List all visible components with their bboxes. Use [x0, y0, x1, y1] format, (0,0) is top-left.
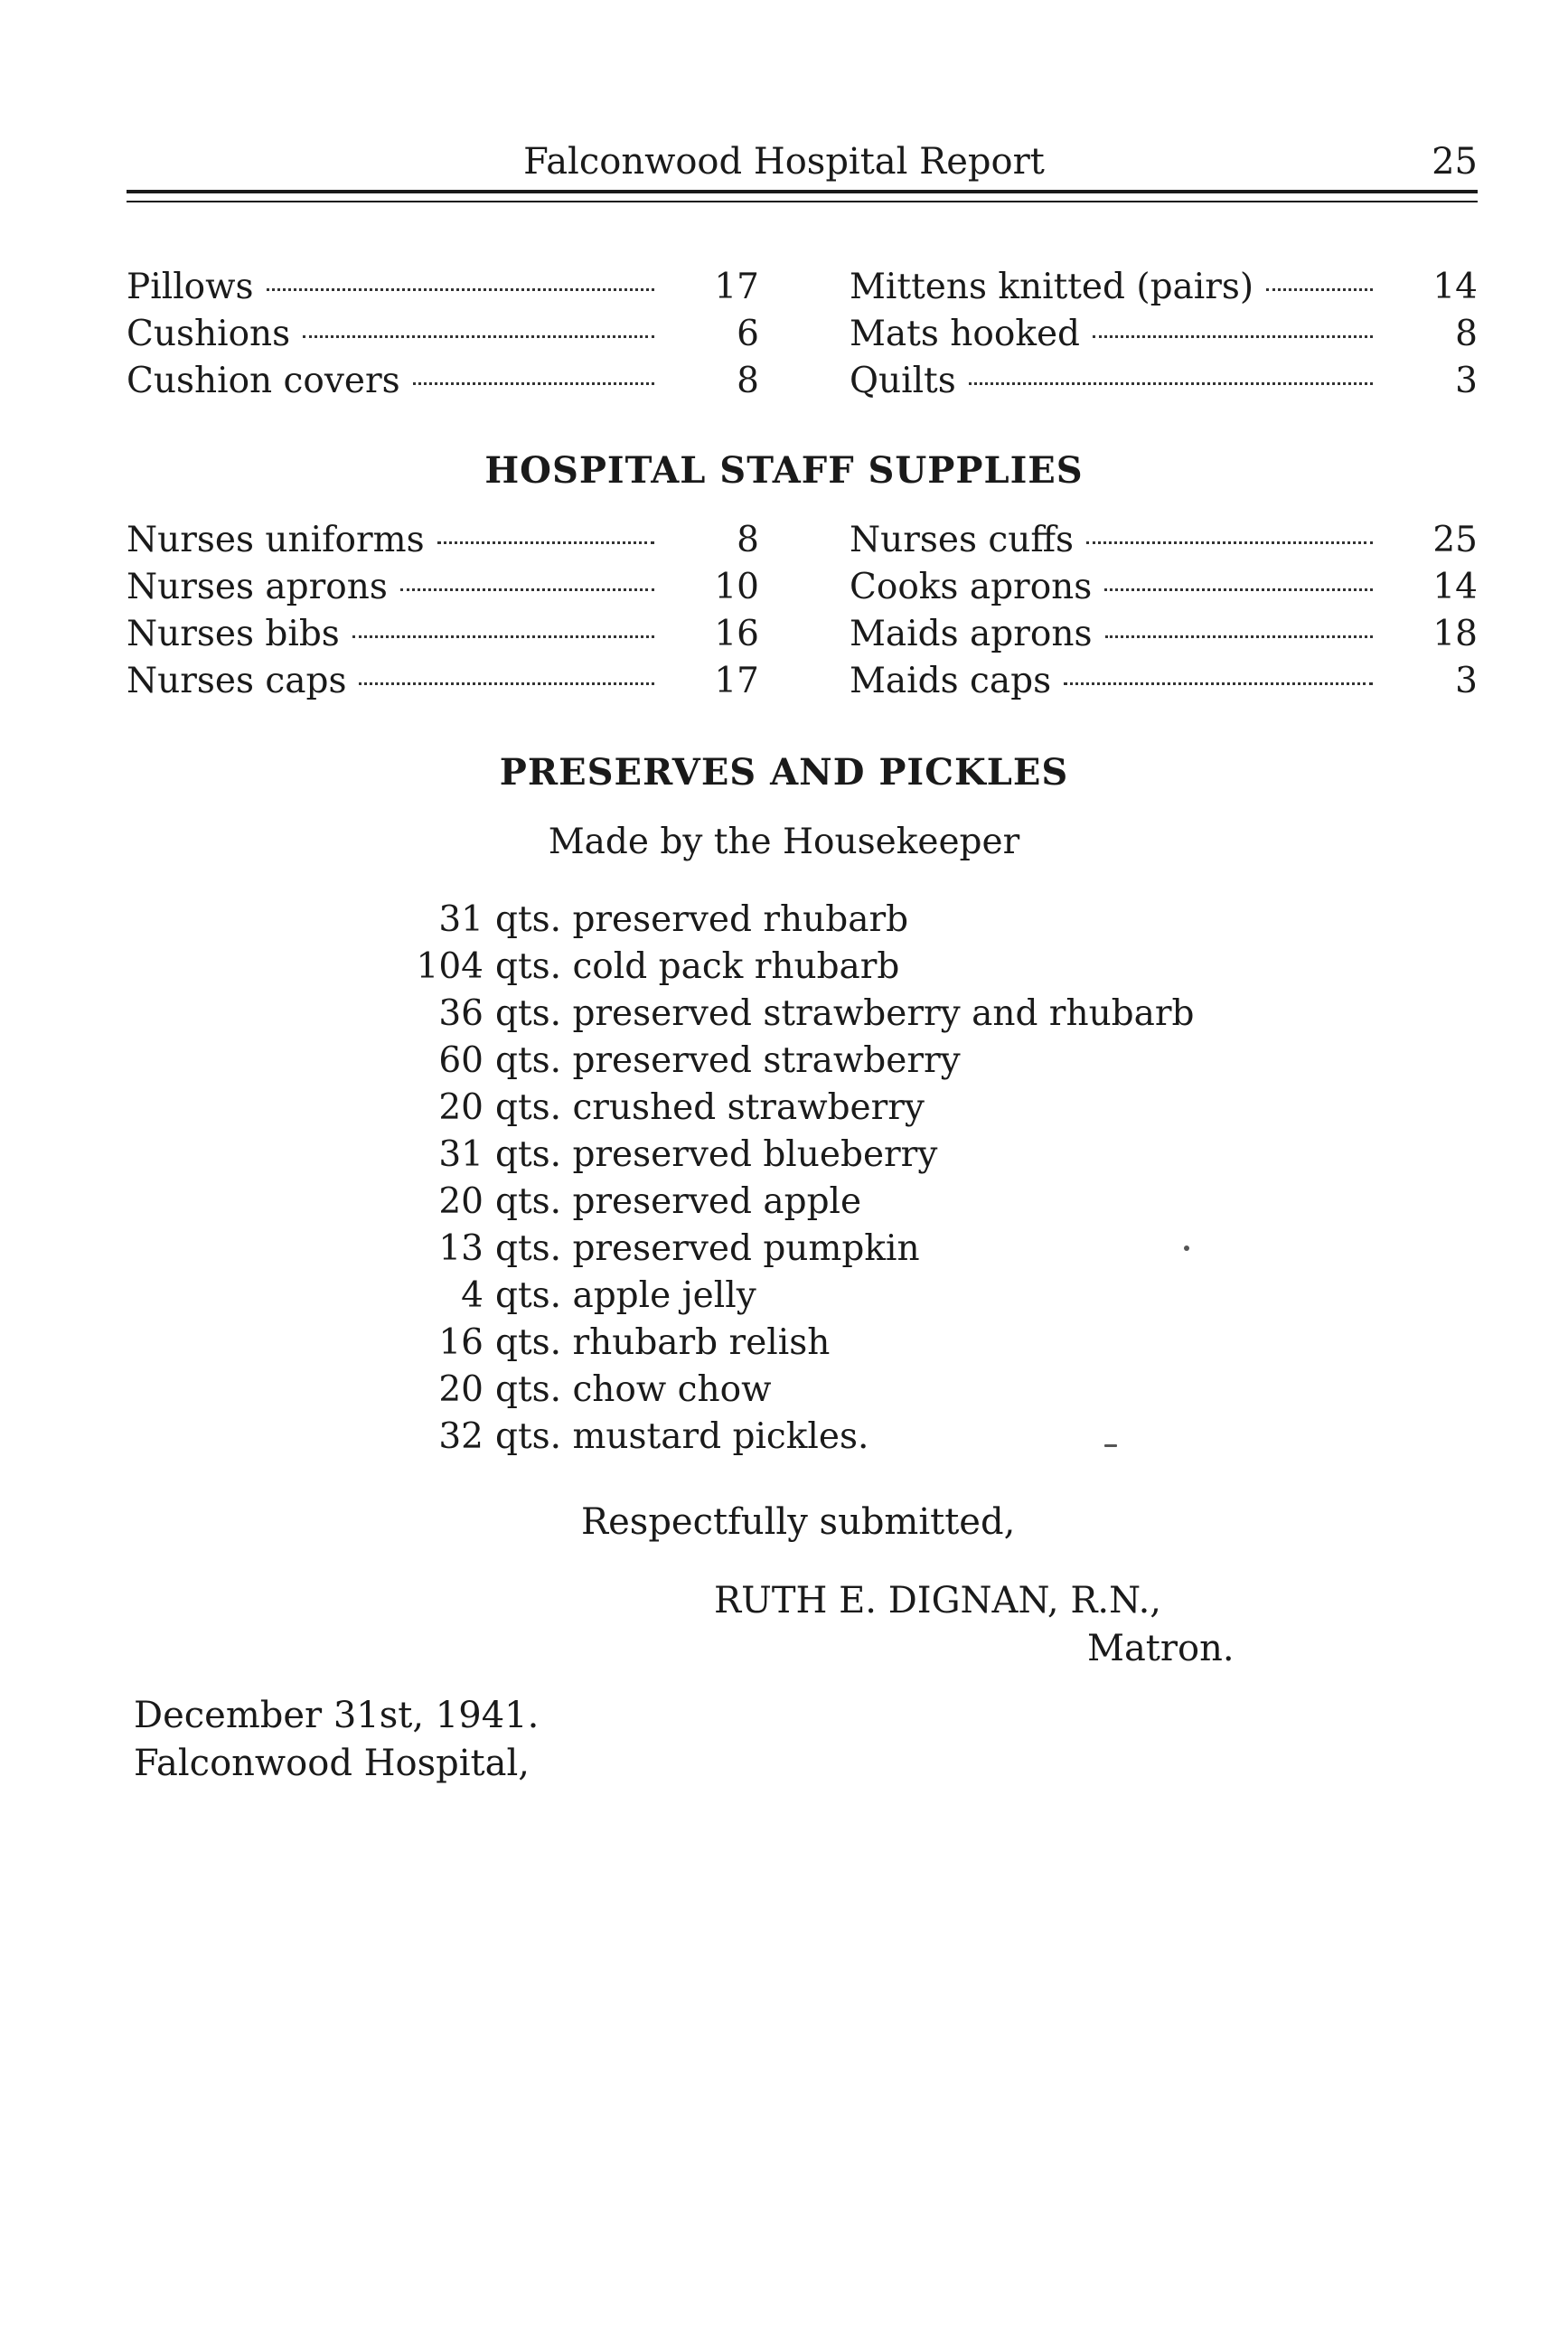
item-description: qts. rhubarb relish: [495, 1322, 831, 1363]
dot-leader: [437, 541, 654, 544]
dot-leader: [1093, 335, 1373, 338]
item-quantity: 60: [438, 1040, 484, 1081]
list-item: [850, 264, 1478, 311]
signatory-name: RUTH E. DIGNAN, R.N.,: [714, 1580, 1162, 1622]
print-speck: [1104, 1444, 1117, 1447]
item-value: 14: [1432, 267, 1478, 307]
report-place: Falconwood Hospital,: [134, 1743, 530, 1784]
dot-leader: [400, 588, 654, 591]
list-item: [127, 311, 759, 358]
item-value: 10: [714, 567, 759, 607]
print-speck: [1184, 1246, 1189, 1251]
report-date: December 31st, 1941.: [134, 1695, 540, 1736]
item-label: Nurses cuffs: [850, 520, 1075, 560]
item-quantity: 31: [438, 899, 484, 940]
item-quantity: 13: [438, 1228, 484, 1269]
item-label: Mats hooked: [850, 314, 1081, 354]
list-item: [127, 564, 759, 611]
section-heading-staff-supplies: HOSPITAL STAFF SUPPLIES: [484, 449, 1084, 492]
list-item: [850, 564, 1478, 611]
item-value: 3: [1455, 661, 1478, 701]
item-label: Cushions: [127, 314, 291, 354]
item-label: Pillows: [127, 267, 254, 307]
item-description: qts. preserved strawberry and rhubarb: [495, 993, 1195, 1034]
item-label: Nurses uniforms: [127, 520, 425, 560]
item-description: qts. preserved blueberry: [495, 1134, 938, 1175]
running-header-title: Falconwood Hospital Report: [523, 141, 1045, 183]
item-description: qts. preserved strawberry: [495, 1040, 961, 1081]
list-item: [127, 358, 759, 405]
item-value: 25: [1432, 520, 1478, 560]
item-value: 17: [714, 661, 759, 701]
dot-leader: [359, 682, 654, 685]
item-label: Cooks aprons: [850, 567, 1093, 607]
item-description: qts. crushed strawberry: [495, 1087, 925, 1128]
item-label: Maids aprons: [850, 614, 1093, 654]
dot-leader: [1086, 541, 1373, 544]
item-quantity: 32: [438, 1416, 484, 1457]
item-label: Quilts: [850, 361, 956, 401]
header-rule-thick: [127, 190, 1478, 193]
closing-salutation: Respectfully submitted,: [581, 1501, 1016, 1543]
dot-leader: [267, 288, 654, 291]
item-quantity: 36: [438, 993, 484, 1034]
dot-leader: [1105, 635, 1373, 638]
item-value: 8: [737, 361, 759, 401]
item-label: Mittens knitted (pairs): [850, 267, 1254, 307]
item-label: Nurses aprons: [127, 567, 388, 607]
list-item: [127, 611, 759, 658]
list-item: [850, 358, 1478, 405]
list-item: [127, 264, 759, 311]
dot-leader: [303, 335, 654, 338]
section-subheading: Made by the Housekeeper: [548, 822, 1020, 862]
signatory-title: Matron.: [1087, 1628, 1235, 1669]
dot-leader: [969, 382, 1373, 385]
item-description: qts. cold pack rhubarb: [495, 946, 900, 987]
item-value: 3: [1455, 361, 1478, 401]
list-item: [850, 517, 1478, 564]
item-description: qts. mustard pickles.: [495, 1416, 869, 1457]
list-item: [127, 517, 759, 564]
item-quantity: 4: [461, 1275, 484, 1316]
item-description: qts. preserved pumpkin: [495, 1228, 920, 1269]
item-quantity: 20: [438, 1369, 484, 1410]
item-label: Cushion covers: [127, 361, 400, 401]
preserves-list: [380, 897, 1193, 1461]
page-number: 25: [1432, 141, 1478, 183]
item-value: 8: [737, 520, 759, 560]
item-quantity: 16: [438, 1322, 484, 1363]
list-item: [850, 611, 1478, 658]
list-item: [850, 311, 1478, 358]
dot-leader: [1064, 682, 1373, 685]
item-label: Nurses bibs: [127, 614, 340, 654]
item-description: qts. chow chow: [495, 1369, 772, 1410]
item-description: qts. apple jelly: [495, 1275, 756, 1316]
dot-leader: [1266, 288, 1373, 291]
dot-leader: [413, 382, 654, 385]
item-label: Maids caps: [850, 661, 1052, 701]
item-label: Nurses caps: [127, 661, 347, 701]
item-quantity: 20: [438, 1087, 484, 1128]
dot-leader: [352, 635, 654, 638]
list-item: [127, 658, 759, 705]
item-value: 18: [1432, 614, 1478, 654]
item-quantity: 31: [438, 1134, 484, 1175]
section-heading-preserves: PRESERVES AND PICKLES: [499, 751, 1069, 794]
item-value: 17: [714, 267, 759, 307]
header-rule-thin: [127, 201, 1478, 202]
item-quantity: 104: [416, 946, 484, 987]
item-value: 6: [737, 314, 759, 354]
item-description: qts. preserved apple: [495, 1181, 862, 1222]
item-value: 8: [1455, 314, 1478, 354]
item-value: 16: [714, 614, 759, 654]
item-description: qts. preserved rhubarb: [495, 899, 909, 940]
item-quantity: 20: [438, 1181, 484, 1222]
dot-leader: [1104, 588, 1373, 591]
item-value: 14: [1432, 567, 1478, 607]
list-item: [850, 658, 1478, 705]
